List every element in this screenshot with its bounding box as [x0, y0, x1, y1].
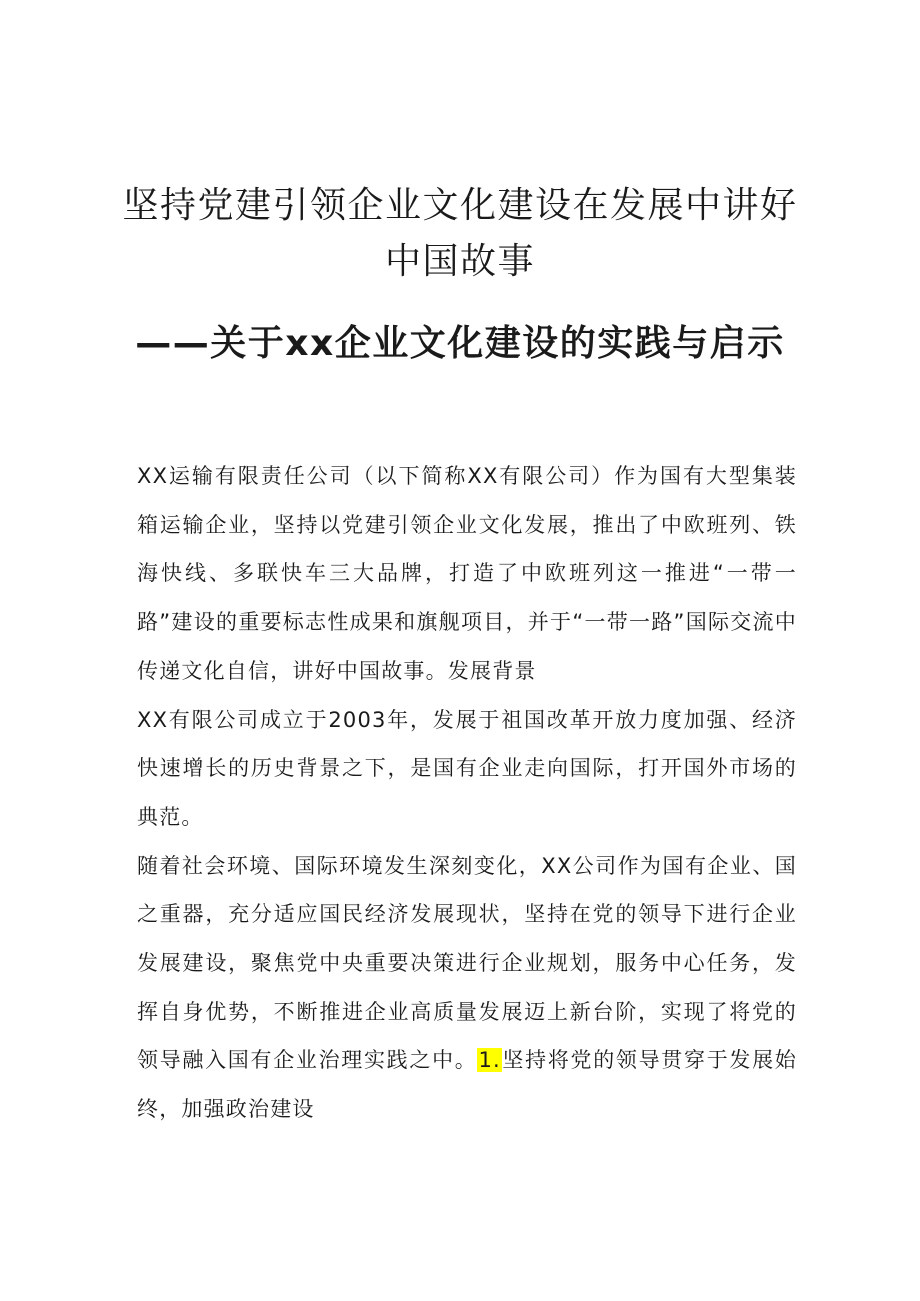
document-title-line-1: 坚持党建引领企业文化建设在发展中讲好 [122, 185, 798, 226]
paragraph-development [137, 842, 797, 1134]
document-subtitle: ——关于xx企业文化建设的实践与启示 [135, 323, 785, 364]
document-body [137, 452, 797, 1134]
paragraph-development-text: 随着社会环境、国际环境发生深刻变化，XX公司作为国有企业、国之重器，充分适应国民经济发展现状，坚持在党的领导下进行企业发展建设，聚焦党中央重要决策进行企业规划，服务中心任务，发挥自身优势，不断推进企业高质量发展迈上新台阶，实现了将党的领导融入国有企业治理实践之中。 [137, 853, 797, 1073]
document-title-line-2: 中国故事 [384, 241, 535, 282]
paragraph-intro: XX运输有限责任公司（以下简称XX有限公司）作为国有大型集装箱运输企业，坚持以党建引领企业文化发展，推出了中欧班列、铁海快线、多联快车三大品牌，打造了中欧班列这一推进“一带一路”建设的重要标志性成果和旗舰项目，并于“一带一路”国际交流中传递文化自信，讲好中国故事。发展背景 [137, 464, 797, 683]
section-heading-text: 坚持将党的领导贯穿于发展始终，加强政治建设 [137, 1048, 797, 1122]
highlighted-section-number: 1. [478, 1048, 501, 1073]
paragraph-background: XX有限公司成立于2003年，发展于祖国改革开放力度加强、经济快速增长的历史背景之下，是国有企业走向国际，打开国外市场的典范。 [137, 707, 797, 829]
